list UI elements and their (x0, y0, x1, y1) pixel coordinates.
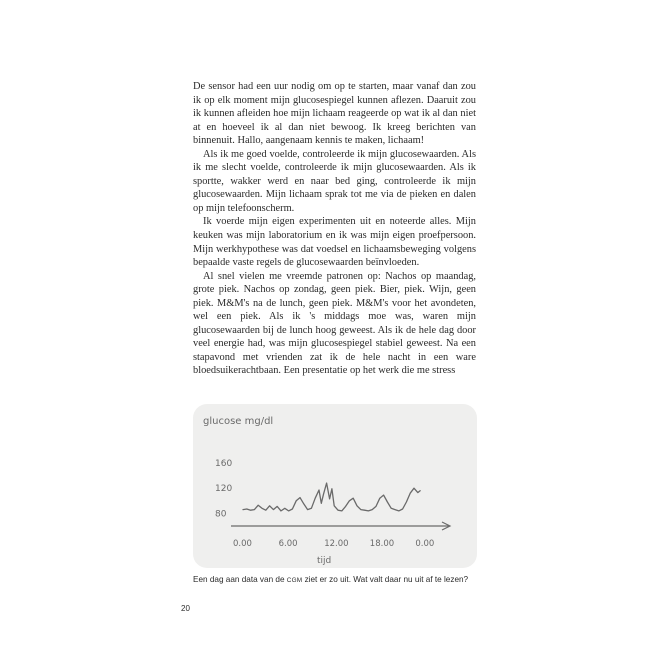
page-number: 20 (181, 604, 190, 613)
caption-text-end: ziet er zo uit. Wat valt daar nu uit af te lezen? (302, 575, 469, 584)
y-axis-label: glucose mg/dl (203, 416, 274, 427)
glucose-series-line (243, 483, 420, 511)
caption-text-start: Een dag aan data van de (193, 575, 287, 584)
x-tick-label: 12.00 (324, 539, 349, 549)
paragraph: Als ik me goed voelde, controleerde ik mijn glucosewaarden. Als ik me slecht voelde, controleerde ik mijn glucosewaarden. Als ik sportte, wakker werd en naar bed ging, controleerde ik mijn glucosewaarden. Mijn lichaam sprak tot me via de pieken en dalen op mijn telefoonscherm. (193, 148, 476, 214)
x-tick-label: 0.00 (233, 539, 252, 549)
x-tick-label: 18.00 (369, 539, 395, 549)
body-text (193, 80, 476, 378)
x-axis-label: tijd (317, 556, 332, 566)
paragraph: Al snel vielen me vreemde patronen op: Nachos op maandag, grote piek. Nachos op zondag, geen piek. Bier, piek. Wijn, geen piek. M&M's na de lunch, geen piek. M&M's voor het avondeten, wel een piek. Als ik 's middags moe was, waren mijn glucosewaarden bij de lunch hoog geweest. Als ik de hele dag door veel energie had, was mijn glucosespiegel stabiel geweest. Na een stapavond met vrienden zat ik de hele nacht in een ware bloedsuikerachtbaan. Een presentatie op het werk die me stress (193, 270, 476, 377)
glucose-chart (193, 404, 477, 568)
glucose-figure (193, 404, 477, 568)
y-tick-label: 160 (215, 458, 233, 469)
y-tick-label: 120 (215, 484, 233, 495)
figure-caption (193, 575, 493, 584)
x-tick-label: 6.00 (278, 539, 298, 549)
caption-acronym: CGM (286, 577, 303, 584)
paragraph: De sensor had een uur nodig om op te starten, maar vanaf dan zou ik op elk moment mijn glucosespiegel kunnen aflezen. Daaruit zou ik kunnen afleiden hoe mijn lichaam reageerde op wat ik al dan niet at en hoeveel ik al dan niet bewoog. Ik kreeg berichten van binnenuit. Hallo, aangenaam kennis te maken, lichaam! (193, 81, 476, 147)
y-tick-label: 80 (215, 509, 227, 520)
paragraph: Ik voerde mijn eigen experimenten uit en noteerde alles. Mijn keuken was mijn laboratorium en ik was mijn eigen proefpersoon. Mijn werkhypothese was dat voedsel en lichaamsbeweging volgens bepaalde vaste regels de glucosewaarden beïnvloeden. (193, 216, 476, 269)
x-tick-label: 0.00 (415, 539, 435, 549)
